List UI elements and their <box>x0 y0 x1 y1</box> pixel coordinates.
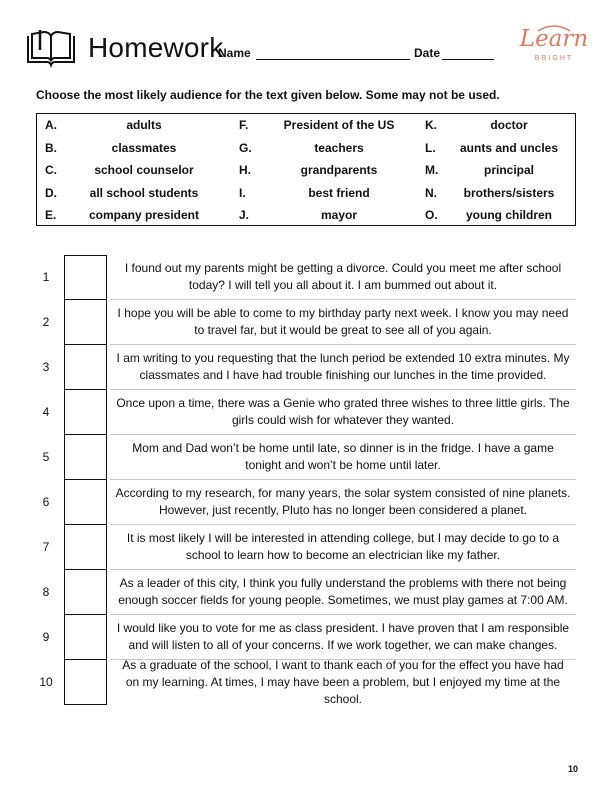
option-text: all school students <box>89 185 199 200</box>
answer-box[interactable] <box>64 435 107 480</box>
brand-logo <box>518 26 590 70</box>
option-letter: K. <box>425 118 437 132</box>
option-letter: A. <box>45 118 57 132</box>
answer-box[interactable] <box>64 345 107 390</box>
question-row <box>0 615 612 660</box>
option-letter: H. <box>239 163 251 177</box>
option-text: school counselor <box>94 163 194 177</box>
name-field[interactable] <box>256 59 410 60</box>
question-number: 6 <box>42 495 50 509</box>
question-text: Once upon a time, there was a Genie who grated three wishes to three little girls. The girls could wish for whatever they wanted. <box>110 390 576 435</box>
question-row <box>0 480 612 525</box>
question-row <box>0 345 612 390</box>
question-text: It is most likely I will be interested in attending college, but I may decide to go to a school to learn how to become an electrician like my father. <box>110 525 576 570</box>
option-text: aunts and uncles <box>459 140 559 155</box>
question-row <box>0 390 612 435</box>
answer-box[interactable] <box>64 480 107 525</box>
question-number: 5 <box>42 450 50 464</box>
option-text: best friend <box>308 185 370 200</box>
option-letter: L. <box>425 140 436 155</box>
question-text: I would like you to vote for me as class president. I have proven that I am responsible and will listen to all of your concerns. If we work together, we can make changes. <box>110 615 576 660</box>
question-text: According to my research, for many years, the solar system consisted of nine planets. However, just recently, Pluto has no longer been considered a planet. <box>110 480 576 525</box>
option-text: mayor <box>320 208 358 222</box>
answer-box[interactable] <box>64 570 107 615</box>
question-text: I found out my parents might be getting a divorce. Could you meet me after school today? I will tell you all about it. I am bummed out about it. <box>110 255 576 300</box>
option-letter: J. <box>239 208 250 222</box>
question-number: 8 <box>42 585 50 599</box>
option-letter: I. <box>239 185 246 200</box>
option-text: young children <box>465 208 552 222</box>
question-number: 9 <box>42 630 50 644</box>
answer-box[interactable] <box>64 300 107 345</box>
question-row <box>0 660 612 705</box>
answer-box[interactable] <box>64 615 107 660</box>
option-letter: D. <box>45 185 57 200</box>
option-letter: C. <box>45 163 57 177</box>
brand-subtitle: BRIGHT <box>534 55 574 62</box>
option-letter: G. <box>239 140 252 155</box>
question-row <box>0 435 612 480</box>
option-text: company president <box>88 208 200 222</box>
question-number: 1 <box>42 270 50 284</box>
option-letter: F. <box>239 118 249 132</box>
question-text: I am writing to you requesting that the lunch period be extended 10 extra minutes. My classmates and I have had trouble finishing our lunches in the time provided. <box>110 345 576 390</box>
option-letter: N. <box>425 185 437 200</box>
option-text: teachers <box>314 140 364 155</box>
question-row <box>0 255 612 300</box>
question-number: 3 <box>42 360 50 374</box>
option-text: classmates <box>111 140 177 155</box>
question-number: 7 <box>42 540 50 554</box>
option-letter: B. <box>45 140 57 155</box>
question-row <box>0 300 612 345</box>
name-label: Name <box>218 46 251 60</box>
date-label: Date <box>414 46 441 60</box>
question-row <box>0 525 612 570</box>
question-number: 10 <box>39 675 53 689</box>
option-text: grandparents <box>300 163 378 177</box>
question-text: As a graduate of the school, I want to thank each of you for the effect you have had on my learning. At times, I may have been a problem, but I enjoyed my time at the school. <box>122 658 564 706</box>
option-letter: E. <box>45 208 57 222</box>
option-letter: O. <box>425 208 438 222</box>
answer-box[interactable] <box>64 255 107 300</box>
option-text: President of the US <box>283 118 395 132</box>
option-text: brothers/sisters <box>463 185 555 200</box>
instructions: Choose the most likely audience for the text given below. Some may not be used. <box>36 88 500 102</box>
answer-box[interactable] <box>64 525 107 570</box>
date-field[interactable] <box>442 59 494 60</box>
brand-name: Learn <box>519 26 589 52</box>
question-row <box>0 570 612 615</box>
question-text: I hope you will be able to come to my birthday party next week. I know you may need to travel far, but it would be great to see all of you again. <box>110 300 576 345</box>
audience-options-table <box>36 113 576 226</box>
page-title: Homework <box>88 32 224 63</box>
page-number: 10 <box>568 764 579 774</box>
open-book-icon <box>24 26 78 68</box>
answer-box[interactable] <box>64 390 107 435</box>
option-text: doctor <box>490 118 528 132</box>
question-number: 4 <box>42 405 50 419</box>
option-text: adults <box>126 118 162 132</box>
option-text: principal <box>483 163 534 177</box>
option-letter: M. <box>425 163 439 177</box>
question-number: 2 <box>42 315 50 329</box>
question-text: Mom and Dad won’t be home until late, so dinner is in the fridge. I have a game tonight and won’t be home until later. <box>110 435 576 480</box>
question-text: As a leader of this city, I think you fully understand the problems with there not being enough soccer fields for young people. Sometimes, we must play games at 7:00 AM. <box>110 570 576 615</box>
answer-box[interactable] <box>64 660 107 705</box>
header <box>24 24 590 72</box>
